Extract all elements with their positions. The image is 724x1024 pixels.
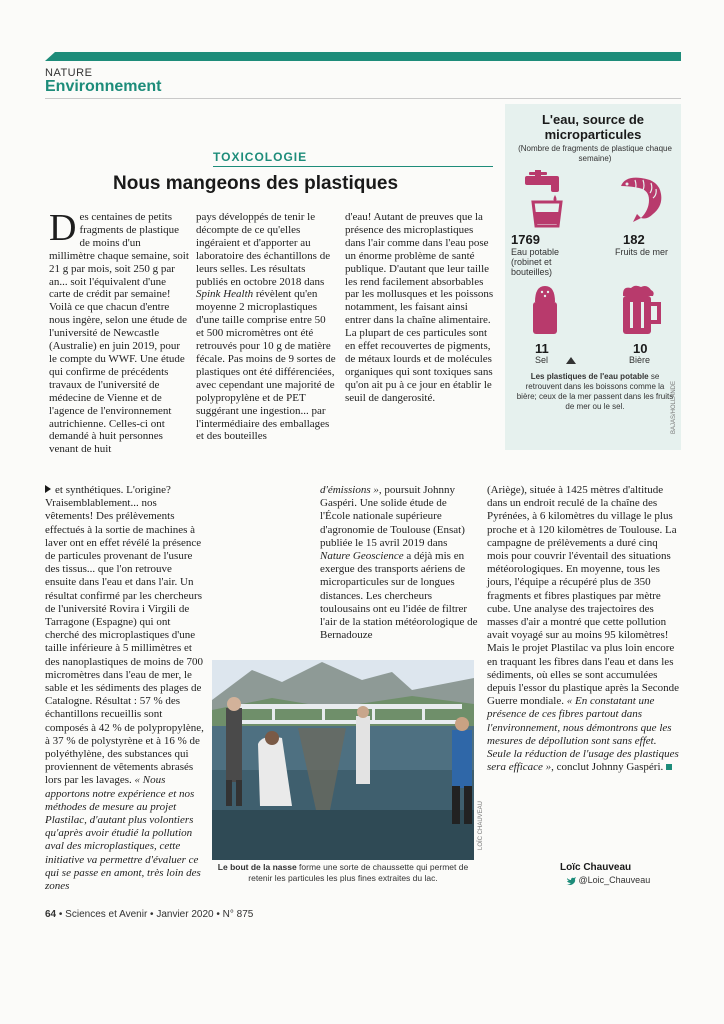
lower-column-2-text-b: a déjà mis en exergue des transports aériens de microparticules sur de longues distances. Les chercheurs toulousains ont eu l'idée de filtrer l'air de la station météorologique de Bernadouze: [320, 550, 478, 642]
note-text: se retrouvent dans les boissons comme la bière; ceux de la mer passent dans les fruits de mer ou le sel.: [516, 372, 674, 411]
header-bar: [45, 52, 681, 61]
twitter-handle[interactable]: @Loic_Chauveau: [578, 875, 651, 885]
page-number: 64: [45, 909, 57, 920]
column-2-text-a: pays développés de tenir le décompte de ce qu'elles ingéraient et d'apporter au laboratoire des échantillons de leurs selles. Les résultats publiés en octobre 2018 dans: [196, 211, 331, 288]
lower-column-1-quote: « Nous apportons notre expérience et nos méthodes de mesure au projet Plastilac, d'autant plus volontiers qu'après avoir étudié la pollution aval des microplastiques, cette initiative va permettre d'évaluer ce qui se passe en amont, très loin des zones: [45, 774, 201, 893]
article-column-3: [345, 211, 495, 405]
photo-caption: [212, 862, 474, 884]
stat-value-salt: 11: [535, 341, 549, 356]
continuation-bullet-icon: [45, 485, 51, 493]
infographic-sidebar: [505, 104, 681, 450]
lower-column-2-text-a: , poursuit Johnny Gaspéri. Une solide étude de l'École nationale supérieure d'agronomie de Toulouse (Ensat) publiée le 15 avril 2019 dans: [320, 484, 465, 549]
kicker-rule: [213, 166, 493, 167]
article-kicker: TOXICOLOGIE: [213, 150, 308, 164]
author-twitter: [566, 875, 650, 885]
page-footer: [45, 909, 253, 920]
lake-sampling-photo: [212, 660, 474, 860]
lower-column-3-text: (Ariège), située à 1425 mètres d'altitude dans un endroit reculé de la chaîne des Pyrénées, à 6 kilomètres du village le plus proche et à 120 kilomètres de Toulouse. La campagne de prélèvements a duré cinq mois pour couvrir l'éventail des situations météorologiques. En moyenne, tous les jours, l'équipe a récupéré plus de 350 fragments et fibres plastiques par mètre cube. Une analyse des trajectoires des masses d'air a montré que cette pollution avait voyagé sur au moins 95 kilomètres! Mais le projet Plastilac va plus loin encore en traquant les fibres dans l'eau et dans les sédiments, où elles se sont accumulées depuis l'essor du plastique après la Seconde Guerre mondiale.: [487, 484, 679, 708]
stat-label-salt: Sel: [535, 355, 549, 365]
stat-label-drinking-water: Eau potable (robinet et bouteilles): [511, 247, 560, 277]
column-1-text: es centaines de petits fragments de plastique de moins d'un millimètre chaque semaine, soit 21 g par mois, soit 250 g par an... soit l'équivalent d'une carte de crédit par semaine! Voilà ce que chacun d'entre nous ingère, selon une étude de l'université de Newcastle (Australie) en juin 2019, pour le compte du WWF. Une étude qui confirme de précédents travaux de l'université de médecine de Vienne et de l'agence de l'environnement autrichienne. Celles-ci ont demandé à huit personnes venant de huit: [49, 211, 189, 456]
header-bar-notch: [45, 52, 55, 61]
stat-value-drinking-water: 1769: [511, 232, 540, 247]
caption-bold: Le bout de la nasse: [217, 862, 297, 872]
pointer-triangle: [566, 357, 576, 364]
magazine-issue: • Sciences et Avenir • Janvier 2020 • N° 875: [56, 909, 254, 920]
author-name: Loïc Chauveau: [560, 862, 632, 873]
twitter-bird-icon: [566, 877, 576, 885]
note-bold: Les plastiques de l'eau potable: [530, 372, 649, 381]
caption-text: forme une sorte de chaussette qui permet de retenir les particules les plus fines extraites du lac.: [248, 862, 469, 883]
infographic-subtitle: (Nombre de fragments de plastique chaque semaine): [518, 144, 672, 163]
salt-shaker-icon: [525, 284, 565, 336]
beer-mug-icon: [619, 284, 663, 336]
faucet-icon: [521, 170, 569, 228]
photo-credit: LOÏC CHAUVEAU: [478, 800, 484, 850]
column-2-text-b: révèlent qu'en moyenne 2 microplastiques d'une taille comprise entre 50 et 500 micromètres ont été retrouvés pour 10 g de matière fécale. Pas moins de 9 sortes de plastiques ont été différenciées, avec cependant une majorité de polypropylène et de PET suggérant une ingestion... par l'intermédiaire des emballages et des bouteilles: [196, 288, 336, 443]
infographic-title: L'eau, source de microparticules: [541, 112, 645, 142]
drop-cap: D: [49, 207, 77, 249]
article-lower-column-2: [320, 484, 478, 642]
infographic-credit: BAJAS/HOLLANDE: [671, 380, 677, 434]
article-column-1: [49, 207, 189, 456]
rubric-label: NATURE: [45, 67, 93, 79]
bleed-through-text: [45, 150, 195, 163]
stat-value-seafood: 182: [623, 232, 645, 247]
lower-column-3-end: , conclut Johnny Gaspéri.: [551, 761, 664, 774]
article-lower-column-3: [487, 484, 681, 774]
article-headline: Nous mangeons des plastiques: [113, 173, 399, 194]
article-column-2: [196, 211, 336, 443]
shrimp-icon: [615, 174, 669, 224]
infographic-note: [515, 372, 675, 412]
stat-label-beer: Bière: [629, 355, 651, 365]
header-rule: [45, 98, 681, 99]
journal-name-nature: Nature Geoscience: [320, 550, 404, 563]
article-lower-column-1: [45, 484, 205, 893]
journal-name: Spink Health: [196, 288, 254, 301]
lower-column-3-quote: « En constatant une présence de ces fibres partout dans l'environnement, nous démontrons que les mesures de dépollution sont sans effet. Seule la réduction de l'usage des plastiques sera efficace »: [487, 695, 679, 774]
section-title: Environnement: [45, 78, 162, 95]
stat-label-seafood: Fruits de mer: [615, 247, 669, 257]
column-3-text: d'eau! Autant de preuves que la présence des microplastiques dans l'air comme dans l'eau pose un énorme problème de santé publique. D'autant que leur taille les rend facilement absorbables par les mollusques et les poissons notamment, les faisant ainsi entrer dans la chaîne alimentaire. La plupart de ces particules sont en effet recouvertes de pigments, de métaux lourds et de molécules organiques qui sont toxiques sans qu'on ait pu à ce jour en établir le seuil de dangerosité.: [345, 211, 494, 404]
end-of-article-mark: [666, 764, 672, 770]
lower-column-2-quote: d'émissions »: [320, 484, 379, 496]
lower-column-1-text: et synthétiques. L'origine? Vraisemblablement... nos vêtements! Des prélèvements effectués à la sortie de machines à laver ont en effet révélé la présence de particules provenant de l'usure des tissus... que l'on retrouve ensuite dans l'eau et dans l'air. Un résultat confirmé par les chercheurs de l'université Rovira i Virgili de Tarragone (Espagne) qui ont cherché des microplastiques d'une taille inférieure à 5 millimètres et des nanoplastiques de moins de 700 micromètres dans l'eau de mer, le sable et les sédiments des plages de Catalogne. Résultat : 57 % des échantillons recueillis sont composés à 42 % de polypropylène, à 37 % de polystyrène et à 16 % de polyéthylène, des substances qui proviennent de vêtements abrasés lors par les lavages.: [45, 484, 204, 787]
stat-value-beer: 10: [633, 341, 648, 356]
